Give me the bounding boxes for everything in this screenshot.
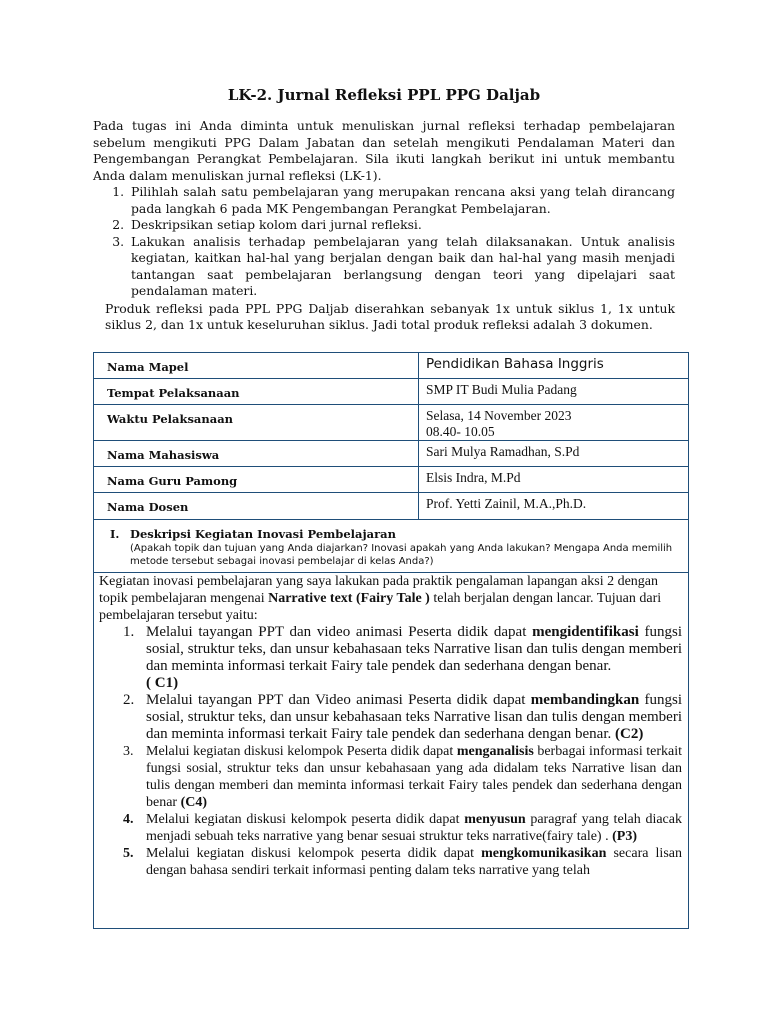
- produk-paragraph: Produk refleksi pada PPL PPG Daljab diserahkan sebanyak 1x untuk siklus 1, 1x untuk siklus 2, dan 1x untuk keseluruhan siklus. Jadi total produk refleksi adalah 3 dokumen.: [105, 300, 675, 332]
- dosen-value: Prof. Yetti Zainil, M.A.,Ph.D.: [419, 493, 689, 520]
- section-header: [93, 519, 689, 572]
- step-item: 1. Pilihlah salah satu pembelajaran yang merupakan rencana aksi yang telah dirancang pada langkah 6 pada MK Pengembangan Perangkat Pembelajaran.: [128, 184, 675, 217]
- waktu-label: Waktu Pelaksanaan: [94, 405, 419, 441]
- topic-bold: Narrative text (Fairy Tale ): [268, 591, 430, 606]
- waktu-value: [419, 405, 689, 441]
- guru-label: Nama Guru Pamong: [94, 467, 419, 493]
- info-row-waktu: [94, 405, 689, 441]
- info-row-guru: [94, 467, 689, 493]
- guru-value: Elsis Indra, M.Pd: [419, 467, 689, 493]
- section-subtitle: (Apakah topik dan tujuan yang Anda diajarkan? Inovasi apakah yang Anda lakukan? Mengapa Anda memilih metode tersebut sebagai inovasi pembelajar di kelas Anda?): [130, 543, 673, 567]
- step-item: 2. Deskripsikan setiap kolom dari jurnal refleksi.: [128, 217, 675, 234]
- info-table: [93, 352, 689, 520]
- info-row-tempat: [94, 379, 689, 405]
- instructions: [93, 118, 675, 334]
- intro-paragraph: Pada tugas ini Anda diminta untuk menuliskan jurnal refleksi terhadap pembelajaran sebelum mengikuti PPG Dalam Jabatan dan setelah mengikuti Pendalaman Materi dan Pengembangan Perangkat Pembelajaran. Sila ikuti langkah berikut ini untuk membantu Anda dalam menuliskan jurnal refleksi (LK-1).: [93, 118, 675, 183]
- objective-item: 1. Melalui tayangan PPT dan video animasi Peserta didik dapat mengidentifikasi fungsi sosial, struktur teks, dan unsur kebahasaan teks Narrative lisan dan tulis dengan memberi dan meminta informasi terkait Fairy tale pendek dan sederhana dengan benar. ( C1): [123, 624, 682, 691]
- section-heading: Deskripsi Kegiatan Inovasi Pembelajaran: [130, 527, 396, 541]
- waktu-date: Selasa, 14 November 2023: [426, 408, 572, 423]
- objective-item: 3. Melalui kegiatan diskusi kelompok Peserta didik dapat menganalisis berbagai informasi terkait fungsi sosial, struktur teks dan unsur kebahasaan yang ada didalam teks Narrative lisan dan tulis dengan memberi dan meminta informasi terkait Fairy tales pendek dan sederhana dengan benar (C4): [123, 744, 682, 810]
- mapel-value: Pendidikan Bahasa Inggris: [419, 353, 689, 379]
- objectives-list: [94, 624, 688, 879]
- tempat-label: Tempat Pelaksanaan: [94, 379, 419, 405]
- info-row-dosen: [94, 493, 689, 520]
- info-row-mahasiswa: [94, 441, 689, 467]
- objective-item: 4. Melalui kegiatan diskusi kelompok peserta didik dapat menyusun paragraf yang telah diacak menjadi sebuah teks narrative yang benar sesuai struktur teks narrative(fairy tale) . (P3): [123, 812, 682, 844]
- mapel-label: Nama Mapel: [94, 353, 419, 379]
- mahasiswa-label: Nama Mahasiswa: [94, 441, 419, 467]
- tempat-value: SMP IT Budi Mulia Padang: [419, 379, 689, 405]
- mahasiswa-value: Sari Mulya Ramadhan, S.Pd: [419, 441, 689, 467]
- step-item: 3. Lakukan analisis terhadap pembelajaran yang telah dilaksanakan. Untuk analisis kegiatan, kaitkan hal-hal yang berjalan dengan baik dan hal-hal yang masih menjadi tantangan saat pembelajaran berlangsung dengan teori yang dipelajari saat pendalaman materi.: [128, 234, 675, 300]
- info-row-mapel: [94, 353, 689, 379]
- objective-item: 5. Melalui kegiatan diskusi kelompok peserta didik dapat mengkomunikasikan secara lisan dengan bahasa sendiri terkait informasi penting dalam teks narrative yang telah: [123, 846, 682, 878]
- document-title: LK-2. Jurnal Refleksi PPL PPG Daljab: [227, 86, 541, 104]
- content-paragraph: Kegiatan inovasi pembelajaran yang saya lakukan pada praktik pengalaman lapangan aksi 2 dengan topik pembelajaran mengenai Narrative text (Fairy Tale ) telah berjalan dengan lancar. Tujuan dari pembelajaran tersebut yaitu:: [99, 574, 662, 623]
- section-content: [93, 572, 689, 929]
- dosen-label: Nama Dosen: [94, 493, 419, 520]
- objective-item: 2. Melalui tayangan PPT dan Video animasi Peserta didik dapat membandingkan fungsi sosial, struktur teks, dan unsur kebahasaan teks Narrative lisan dan tulis dengan memberi dan meminta informasi terkait Fairy tale pendek dan sederhana dengan benar. (C2): [123, 692, 683, 742]
- section-number: I.: [110, 527, 120, 541]
- instruction-steps: [93, 184, 675, 300]
- waktu-time: 08.40- 10.05: [426, 424, 495, 439]
